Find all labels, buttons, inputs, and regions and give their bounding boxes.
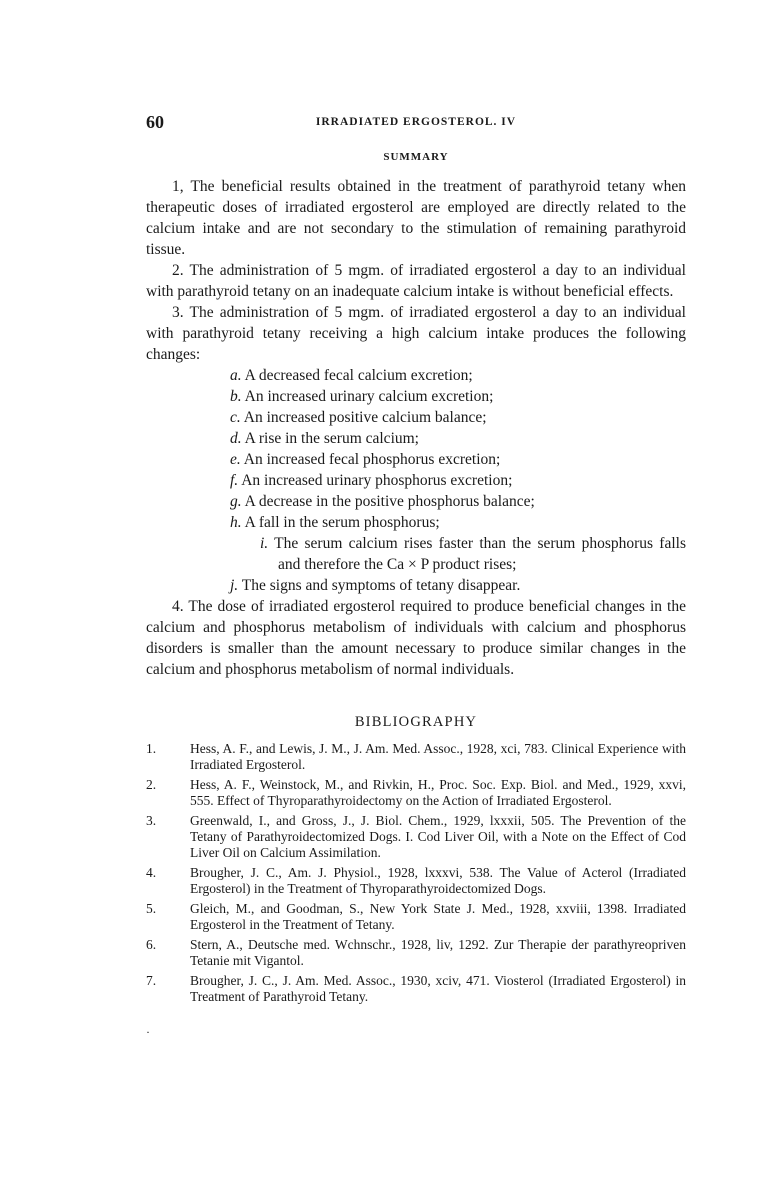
reference-item <box>146 937 686 969</box>
change-letter: h. <box>230 514 242 531</box>
bibliography-list <box>146 741 686 1009</box>
summary-point-4: 4. The dose of irradiated ergosterol required to produce beneficial changes in the calcium and phosphorus metabolism of individuals with calcium and phosphorus disorders is smaller than the amount necessary to produce similar changes in the calcium and phosphorus metabolism of normal individuals. <box>146 598 686 678</box>
reference-item <box>146 865 686 897</box>
reference-item <box>146 901 686 933</box>
reference-number: 1. <box>146 741 157 756</box>
reference-text: Gleich, M., and Goodman, S., New York State J. Med., 1928, xxviii, 1398. Irradiated Ergosterol in the Treatment of Tetany. <box>190 901 686 932</box>
summary-heading: SUMMARY <box>383 151 449 163</box>
reference-item <box>146 973 686 1005</box>
change-item <box>230 407 686 428</box>
reference-number: 2. <box>146 777 157 792</box>
change-letter: f. <box>230 472 239 489</box>
change-letter: c. <box>230 409 241 426</box>
change-text: A rise in the serum calcium; <box>244 430 419 447</box>
reference-text: Hess, A. F., Weinstock, M., and Rivkin, H., Proc. Soc. Exp. Biol. and Med., 1929, xxvi, 555. Effect of Thyroparathyroidectomy on the Action of Irradiated Ergosterol. <box>190 777 686 808</box>
running-head: IRRADIATED ERGOSTEROL. IV <box>315 116 517 128</box>
change-letter: j. <box>230 577 239 594</box>
reference-number: 4. <box>146 865 157 880</box>
reference-number: 5. <box>146 901 157 916</box>
change-letter: d. <box>230 430 242 447</box>
change-letter: e. <box>230 451 241 468</box>
reference-text: Greenwald, I., and Gross, J., J. Biol. Chem., 1929, lxxxii, 505. The Prevention of the Tetany of Parathyroidectomized Dogs. I. Cod Liver Oil, with a Note on the Effect of Cod Liver Oil on Calcium Assimilation. <box>190 813 686 860</box>
stray-mark: · <box>146 1025 150 1039</box>
change-item <box>230 470 686 491</box>
summary-point-1: 1, The beneficial results obtained in the treatment of parathyroid tetany when therapeutic doses of irradiated ergosterol are employed are directly related to the calcium intake and are not secondary to the stimulation of remaining parathyroid tissue. <box>146 178 686 258</box>
change-text: An increased urinary calcium excretion; <box>244 388 494 405</box>
reference-text: Stern, A., Deutsche med. Wchnschr., 1928, liv, 1292. Zur Therapie der parathyreopriven Tetanie mit Vigantol. <box>190 937 686 968</box>
change-text: The serum calcium rises faster than the serum phosphorus falls and therefore the Ca × P product rises; <box>274 535 686 573</box>
reference-item <box>146 813 686 861</box>
reference-number: 7. <box>146 973 157 988</box>
change-text: A decrease in the positive phosphorus balance; <box>244 493 535 510</box>
reference-text: Brougher, J. C., J. Am. Med. Assoc., 1930, xciv, 471. Viosterol (Irradiated Ergosterol) in Treatment of Parathyroid Tetany. <box>190 973 686 1004</box>
change-item <box>230 428 686 449</box>
change-item <box>230 575 686 596</box>
reference-text: Hess, A. F., and Lewis, J. M., J. Am. Med. Assoc., 1928, xci, 783. Clinical Experience with Irradiated Ergosterol. <box>190 741 686 772</box>
change-letter: b. <box>230 388 242 405</box>
change-text: A decreased fecal calcium excretion; <box>244 367 473 384</box>
change-text: The signs and symptoms of tetany disappear. <box>241 577 521 594</box>
reference-number: 3. <box>146 813 157 828</box>
summary-point-2: 2. The administration of 5 mgm. of irradiated ergosterol a day to an individual with parathyroid tetany on an inadequate calcium intake is without beneficial effects. <box>146 262 686 300</box>
change-text: An increased fecal phosphorus excretion; <box>243 451 501 468</box>
summary-point-3: 3. The administration of 5 mgm. of irradiated ergosterol a day to an individual with parathyroid tetany receiving a high calcium intake produces the following changes: <box>146 304 686 363</box>
change-item <box>230 386 686 407</box>
change-letter: g. <box>230 493 242 510</box>
reference-number: 6. <box>146 937 157 952</box>
page-number: 60 <box>146 112 164 132</box>
change-text: A fall in the serum phosphorus; <box>244 514 440 531</box>
change-item <box>230 365 686 386</box>
change-text: An increased urinary phosphorus excretion; <box>241 472 513 489</box>
change-text: An increased positive calcium balance; <box>243 409 487 426</box>
change-letter: a. <box>230 367 242 384</box>
page-header <box>146 112 686 134</box>
bibliography-heading: BIBLIOGRAPHY <box>354 714 478 730</box>
reference-text: Brougher, J. C., Am. J. Physiol., 1928, lxxxvi, 538. The Value of Acterol (Irradiated Ergosterol) in the Treatment of Thyroparathyroidectomized Dogs. <box>190 865 686 896</box>
change-item <box>230 512 686 533</box>
change-item <box>230 533 686 575</box>
summary-section <box>146 176 686 680</box>
changes-list <box>146 365 686 596</box>
reference-item <box>146 741 686 773</box>
change-letter: i. <box>260 535 269 552</box>
change-item <box>230 449 686 470</box>
change-item <box>230 491 686 512</box>
reference-item <box>146 777 686 809</box>
